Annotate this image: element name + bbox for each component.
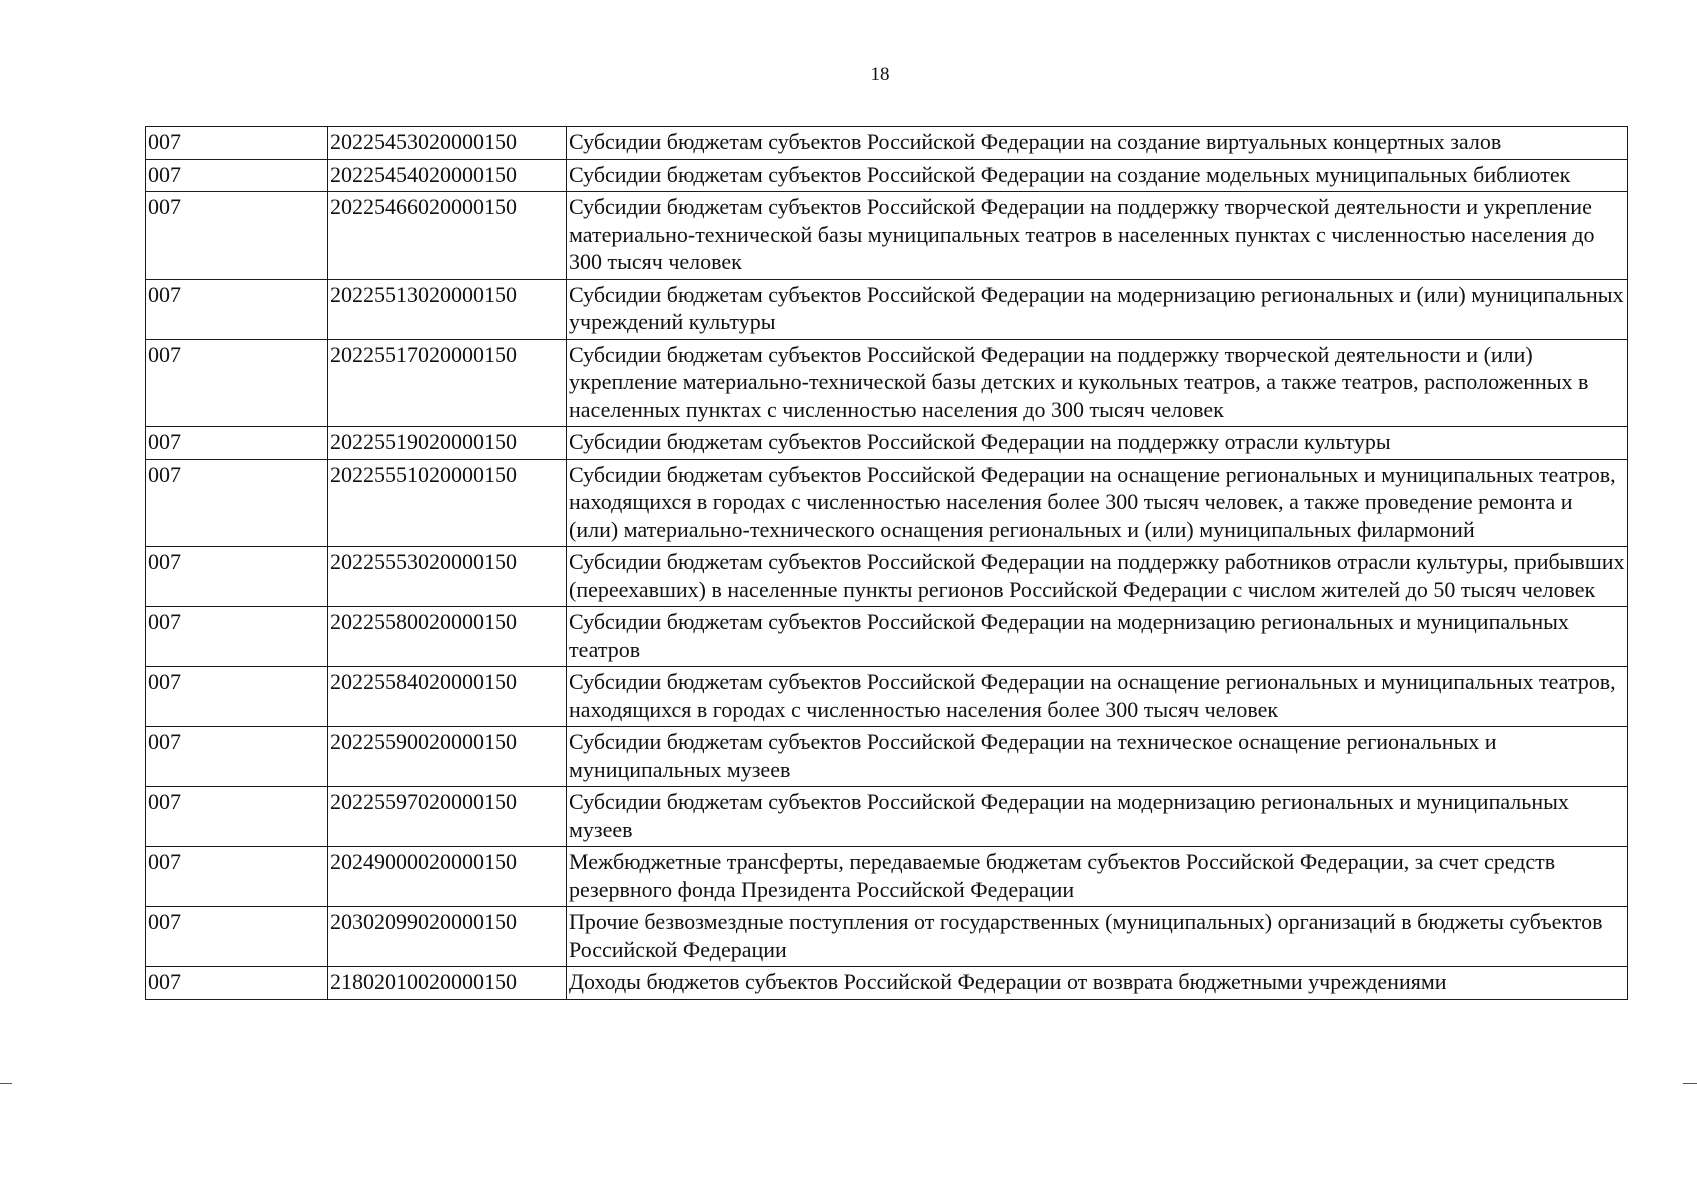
classification-code-cell: 20225553020000150 bbox=[328, 547, 567, 607]
description-cell: Субсидии бюджетам субъектов Российской Федерации на создание виртуальных концертных залов bbox=[567, 127, 1628, 160]
table-row bbox=[146, 192, 1628, 280]
admin-code-cell: 007 bbox=[146, 607, 328, 667]
table-row bbox=[146, 279, 1628, 339]
table-row bbox=[146, 907, 1628, 967]
admin-code-cell: 007 bbox=[146, 339, 328, 427]
classification-code-cell: 20225453020000150 bbox=[328, 127, 567, 160]
classification-code-cell: 20225580020000150 bbox=[328, 607, 567, 667]
admin-code-cell: 007 bbox=[146, 667, 328, 727]
admin-code-cell: 007 bbox=[146, 279, 328, 339]
admin-code-cell: 007 bbox=[146, 459, 328, 547]
classification-code-cell: 20225584020000150 bbox=[328, 667, 567, 727]
description-cell: Субсидии бюджетам субъектов Российской Федерации на поддержку работников отрасли культуры, прибывших (переехавших) в населенные пункты регионов Российской Федерации с числом жителей до 50 тысяч человек bbox=[567, 547, 1628, 607]
classification-code-cell: 20225590020000150 bbox=[328, 727, 567, 787]
page-number: 18 bbox=[870, 64, 890, 85]
classification-code-cell: 20225551020000150 bbox=[328, 459, 567, 547]
table-body bbox=[146, 127, 1628, 1000]
admin-code-cell: 007 bbox=[146, 907, 328, 967]
description-cell: Субсидии бюджетам субъектов Российской Федерации на поддержку творческой деятельности и (или) укрепление материально-технической базы детских и кукольных театров, а также театров, расположенных в населенных пунктах с численностью населения до 300 тысяч человек bbox=[567, 339, 1628, 427]
admin-code-cell: 007 bbox=[146, 547, 328, 607]
description-cell: Субсидии бюджетам субъектов Российской Федерации на оснащение региональных и муниципальных театров, находящихся в городах с численностью населения более 300 тысяч человек bbox=[567, 667, 1628, 727]
admin-code-cell: 007 bbox=[146, 192, 328, 280]
description-cell: Субсидии бюджетам субъектов Российской Федерации на модернизацию региональных и муниципальных музеев bbox=[567, 787, 1628, 847]
table-row bbox=[146, 127, 1628, 160]
classification-code-cell: 20225454020000150 bbox=[328, 159, 567, 192]
table-row bbox=[146, 459, 1628, 547]
description-cell: Субсидии бюджетам субъектов Российской Федерации на модернизацию региональных и (или) муниципальных учреждений культуры bbox=[567, 279, 1628, 339]
table-row bbox=[146, 787, 1628, 847]
classification-code-cell: 20302099020000150 bbox=[328, 907, 567, 967]
classification-code-cell: 20249000020000150 bbox=[328, 847, 567, 907]
classification-code-cell: 20225597020000150 bbox=[328, 787, 567, 847]
classification-code-cell: 21802010020000150 bbox=[328, 967, 567, 1000]
table-row bbox=[146, 847, 1628, 907]
description-cell: Субсидии бюджетам субъектов Российской Федерации на поддержку творческой деятельности и укрепление материально-технической базы муниципальных театров в населенных пунктах с численностью населения до 300 тысяч человек bbox=[567, 192, 1628, 280]
scan-artifact-right bbox=[1683, 1083, 1697, 1084]
admin-code-cell: 007 bbox=[146, 787, 328, 847]
description-cell: Субсидии бюджетам субъектов Российской Федерации на оснащение региональных и муниципальных театров, находящихся в городах с численностью населения более 300 тысяч человек, а также проведение ремонта и (или) материально-технического оснащения региональных и (или) муниципальных филармоний bbox=[567, 459, 1628, 547]
admin-code-cell: 007 bbox=[146, 847, 328, 907]
table-row bbox=[146, 339, 1628, 427]
classification-code-cell: 20225519020000150 bbox=[328, 427, 567, 460]
description-cell: Субсидии бюджетам субъектов Российской Федерации на поддержку отрасли культуры bbox=[567, 427, 1628, 460]
classification-code-cell: 20225466020000150 bbox=[328, 192, 567, 280]
revenue-codes-table bbox=[145, 126, 1628, 1000]
table-row bbox=[146, 727, 1628, 787]
table-row bbox=[146, 159, 1628, 192]
description-cell: Субсидии бюджетам субъектов Российской Федерации на модернизацию региональных и муниципальных театров bbox=[567, 607, 1628, 667]
table-row bbox=[146, 427, 1628, 460]
table-row bbox=[146, 967, 1628, 1000]
admin-code-cell: 007 bbox=[146, 127, 328, 160]
description-cell: Субсидии бюджетам субъектов Российской Федерации на создание модельных муниципальных библиотек bbox=[567, 159, 1628, 192]
description-cell: Субсидии бюджетам субъектов Российской Федерации на техническое оснащение региональных и муниципальных музеев bbox=[567, 727, 1628, 787]
table-row bbox=[146, 667, 1628, 727]
admin-code-cell: 007 bbox=[146, 727, 328, 787]
scan-artifact-left bbox=[0, 1083, 12, 1084]
description-cell: Межбюджетные трансферты, передаваемые бюджетам субъектов Российской Федерации, за счет средств резервного фонда Президента Российской Федерации bbox=[567, 847, 1628, 907]
description-cell: Доходы бюджетов субъектов Российской Федерации от возврата бюджетными учреждениями bbox=[567, 967, 1628, 1000]
classification-code-cell: 20225517020000150 bbox=[328, 339, 567, 427]
classification-code-cell: 20225513020000150 bbox=[328, 279, 567, 339]
table-row bbox=[146, 547, 1628, 607]
description-cell: Прочие безвозмездные поступления от государственных (муниципальных) организаций в бюджеты субъектов Российской Федерации bbox=[567, 907, 1628, 967]
admin-code-cell: 007 bbox=[146, 427, 328, 460]
admin-code-cell: 007 bbox=[146, 967, 328, 1000]
admin-code-cell: 007 bbox=[146, 159, 328, 192]
table-row bbox=[146, 607, 1628, 667]
